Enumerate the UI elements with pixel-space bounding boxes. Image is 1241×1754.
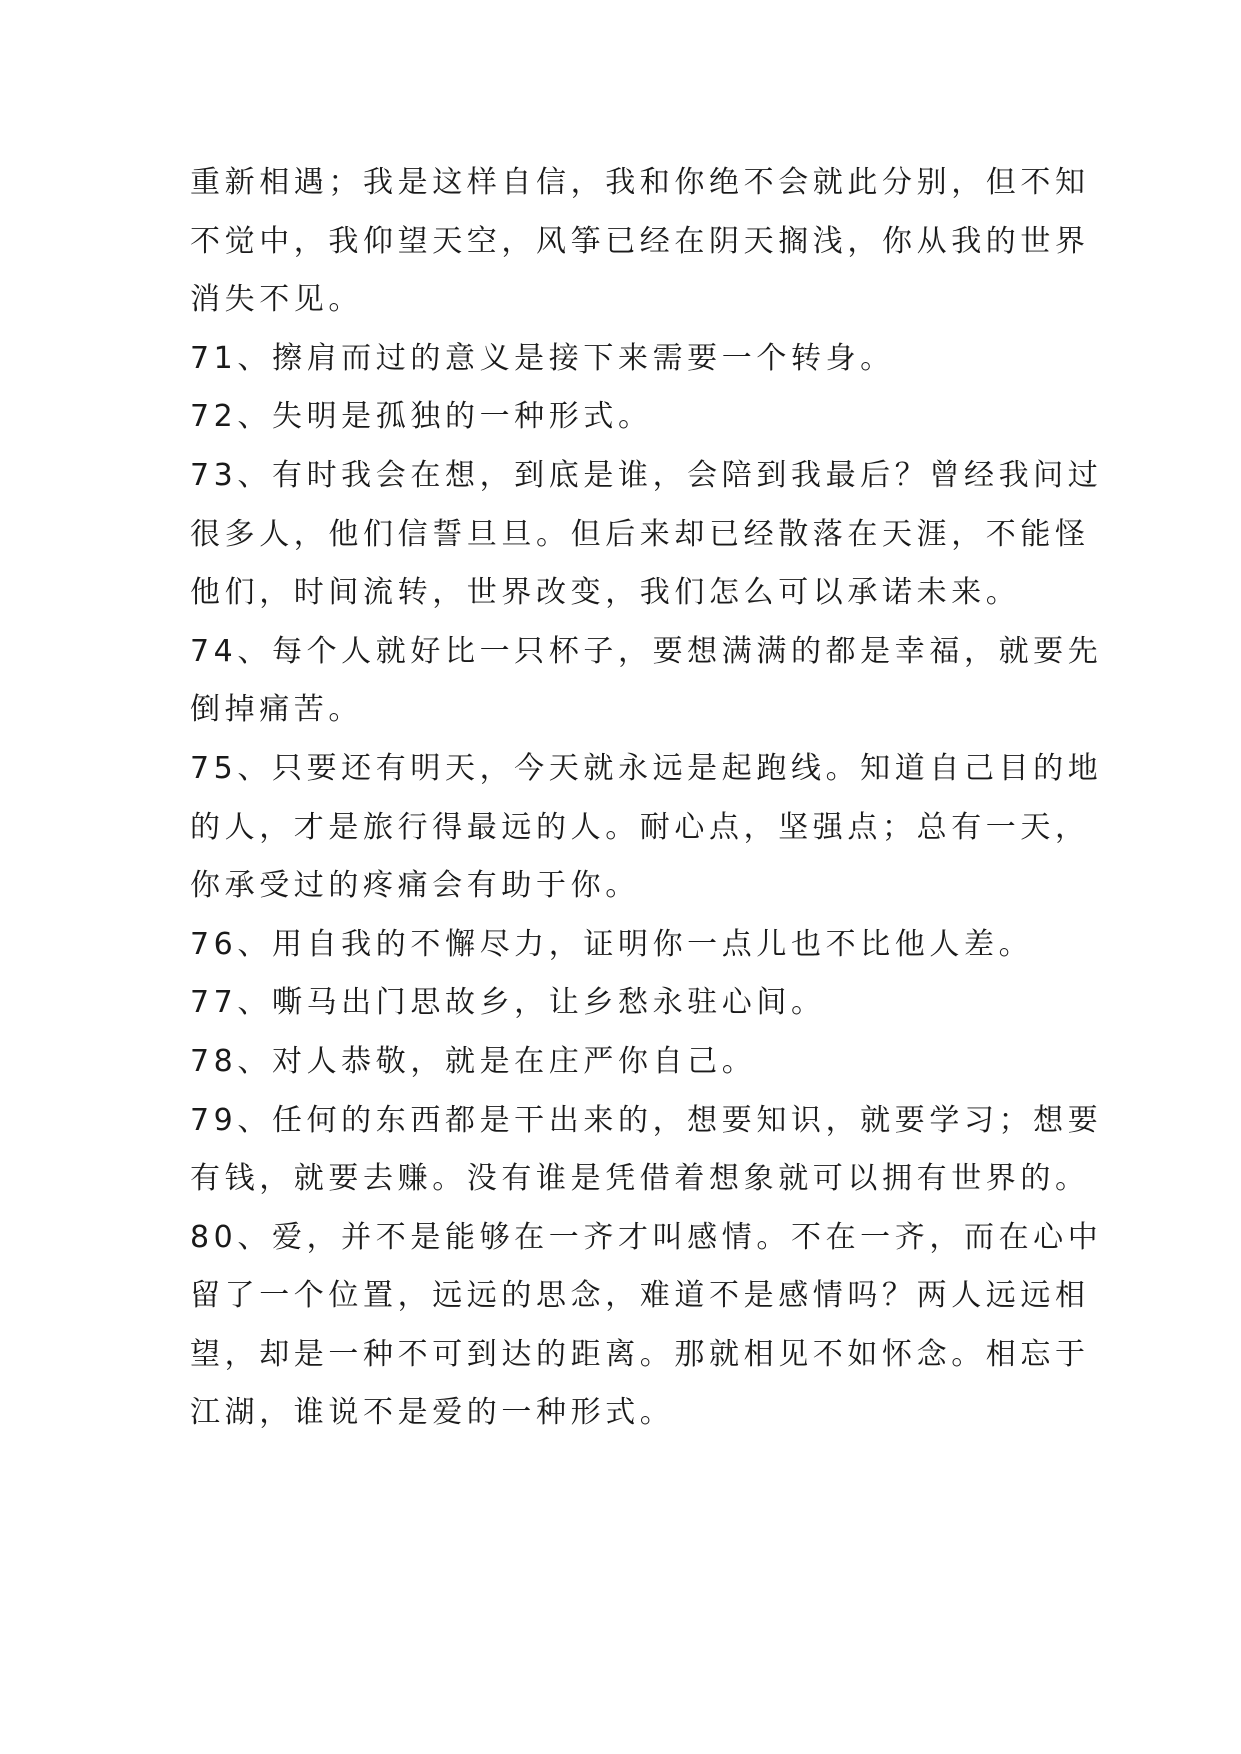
text-line: 72、失明是孤独的一种形式。 [190, 399, 653, 435]
text-line: 江湖，谁说不是爱的一种形式。 [190, 1395, 675, 1431]
text-line: 71、擦肩而过的意义是接下来需要一个转身。 [190, 340, 895, 376]
text-line: 很多人，他们信誓旦旦。但后来却已经散落在天涯，不能怪 [190, 516, 1090, 552]
text-line: 留了一个位置，远远的思念，难道不是感情吗？两人远远相 [190, 1278, 1090, 1314]
text-line: 的人，才是旅行得最远的人。耐心点，坚强点；总有一天， [190, 809, 1090, 845]
text-line: 有钱，就要去赚。没有谁是凭借着想象就可以拥有世界的。 [190, 1161, 1090, 1197]
text-line: 74、每个人就好比一只杯子，要想满满的都是幸福，就要先 [190, 633, 1103, 669]
text-line: 75、只要还有明天，今天就永远是起跑线。知道自己目的地 [190, 750, 1103, 786]
text-line: 你承受过的疼痛会有助于你。 [190, 868, 640, 904]
text-line: 重新相遇；我是这样自信，我和你绝不会就此分别，但不知 [190, 165, 1090, 200]
text-line: 他们，时间流转，世界改变，我们怎么可以承诺未来。 [190, 575, 1021, 611]
body-text [190, 154, 1103, 1443]
text-line: 79、任何的东西都是干出来的，想要知识，就要学习；想要 [190, 1102, 1103, 1138]
text-line: 78、对人恭敬，就是在庄严你自己。 [190, 1043, 757, 1079]
text-line: 77、嘶马出门思故乡，让乡愁永驻心间。 [190, 985, 826, 1021]
text-line: 倒掉痛苦。 [190, 692, 363, 728]
text-line: 不觉中，我仰望天空，风筝已经在阴天搁浅，你从我的世界 [190, 223, 1090, 259]
text-line: 80、爱，并不是能够在一齐才叫感情。不在一齐，而在心中 [190, 1219, 1103, 1255]
text-line: 73、有时我会在想，到底是谁，会陪到我最后？曾经我问过 [190, 457, 1103, 493]
text-line: 76、用自我的不懈尽力，证明你一点儿也不比他人差。 [190, 926, 1034, 962]
text-line: 消失不见。 [190, 282, 363, 318]
text-line: 望，却是一种不可到达的距离。那就相见不如怀念。相忘于 [190, 1336, 1090, 1372]
